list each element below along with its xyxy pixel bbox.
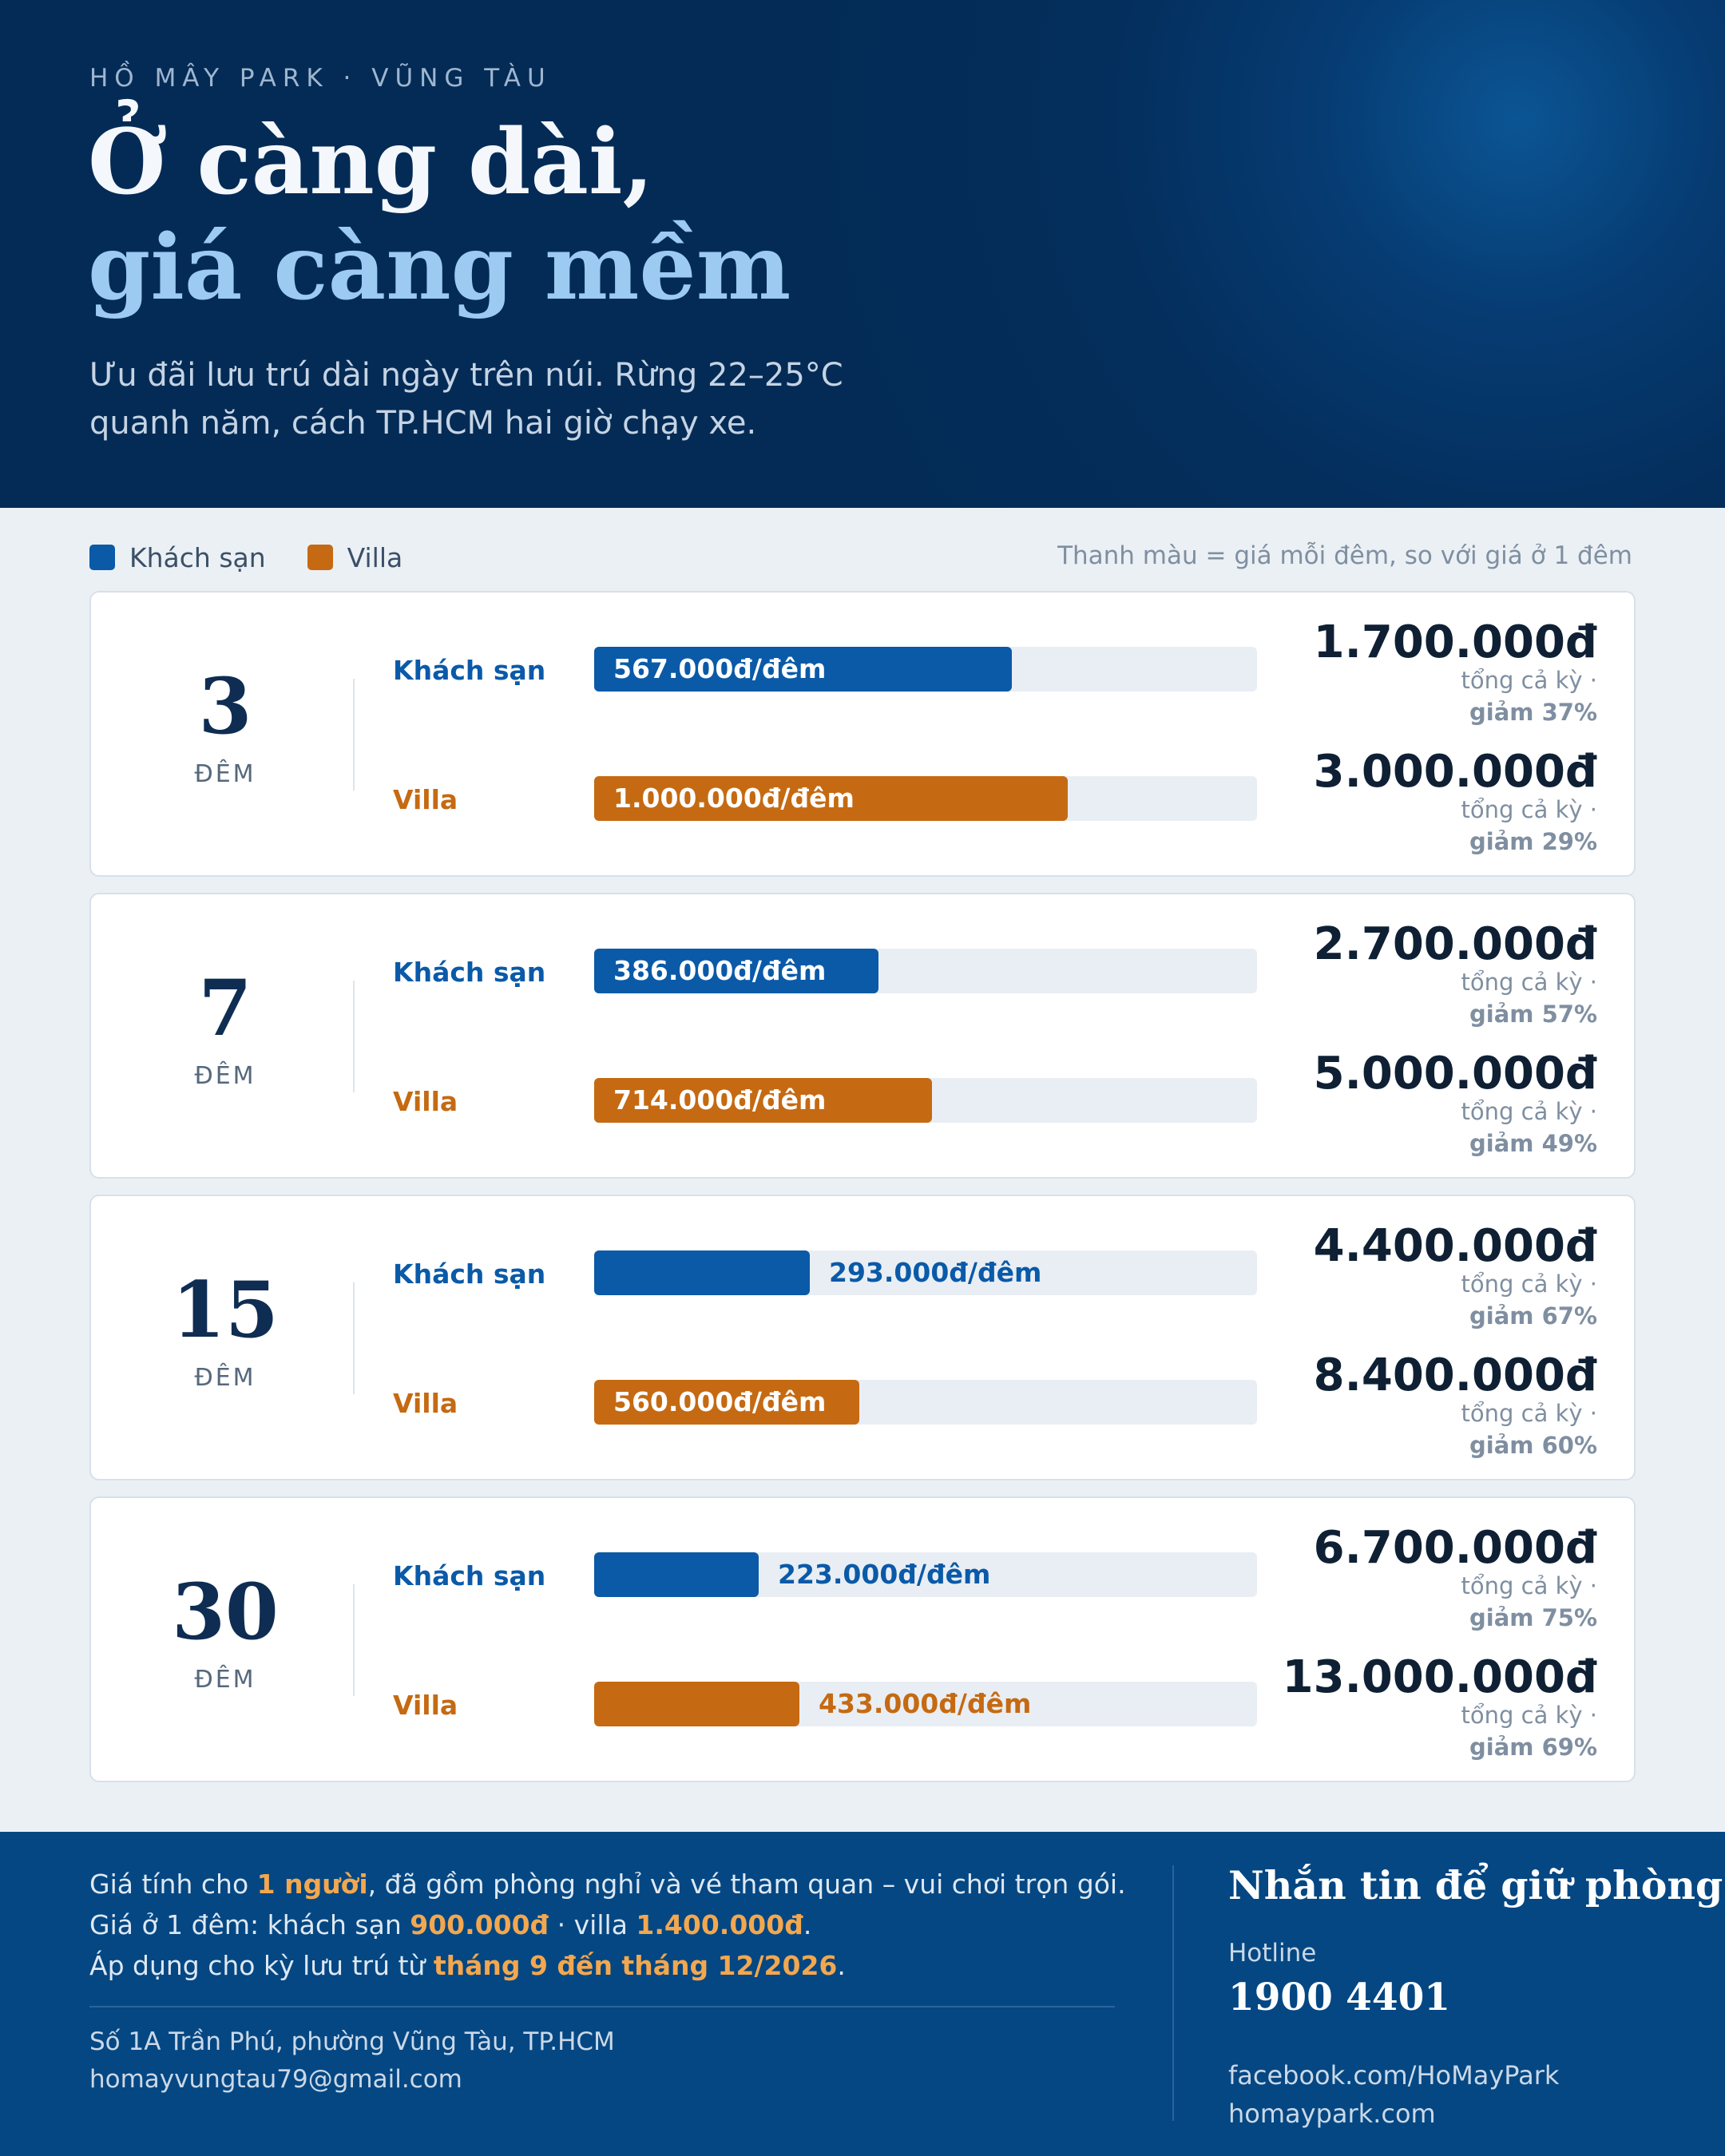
villa-per-night-label: 433.000đ/đêm [819, 1688, 1032, 1719]
villa-total-price: 3.000.000đ [1313, 746, 1597, 798]
villa-bar-track [594, 776, 1257, 821]
hotel-total-note [1461, 664, 1597, 728]
total-note-prefix: tổng cả kỳ · [1461, 796, 1597, 823]
total-note-prefix: tổng cả kỳ · [1461, 1572, 1597, 1599]
website-link[interactable]: homaypark.com [1228, 2099, 1436, 2129]
discount-percent: giảm 75% [1469, 1604, 1597, 1631]
hotel-total-price: 6.700.000đ [1313, 1522, 1597, 1574]
hotel-bar [594, 1250, 810, 1295]
legend-label-villa: Villa [347, 541, 403, 573]
footer [0, 1832, 1725, 2156]
pricing-terms [89, 1864, 1128, 1986]
villa-bar-track [594, 1380, 1257, 1425]
footer-vertical-divider [1172, 1865, 1174, 2121]
nights-block [91, 1498, 359, 1781]
stay-card-30-nights [89, 1496, 1636, 1782]
villa-row-label: Villa [393, 1086, 458, 1117]
hotel-per-night-label: 567.000đ/đêm [613, 653, 827, 684]
villa-per-night-label: 560.000đ/đêm [613, 1386, 827, 1417]
cta-heading: Nhắn tin để giữ phòng [1228, 1862, 1723, 1908]
hotel-bar [594, 1552, 759, 1597]
discount-percent: giảm 29% [1469, 828, 1597, 855]
card-divider [353, 679, 355, 791]
total-note-prefix: tổng cả kỳ · [1461, 1098, 1597, 1125]
nights-unit: ĐÊM [194, 760, 256, 788]
hotline-number[interactable]: 1900 4401 [1228, 1976, 1450, 2019]
villa-total-note [1461, 1096, 1597, 1159]
total-note-prefix: tổng cả kỳ · [1461, 1270, 1597, 1298]
discount-percent: giảm 37% [1469, 699, 1597, 726]
hotel-total-note [1461, 966, 1597, 1030]
terms-line-3 [89, 1945, 1128, 1986]
villa-bar [594, 1682, 799, 1726]
hotel-bar-track [594, 1552, 1257, 1597]
hotline-label: Hotline [1228, 1939, 1317, 1968]
villa-total-note [1461, 794, 1597, 858]
subtitle-line-2: quanh năm, cách TP.HCM hai giờ chạy xe. [89, 405, 757, 442]
villa-per-night-label: 1.000.000đ/đêm [613, 783, 855, 814]
hotel-total-note [1461, 1570, 1597, 1634]
legend-label-hotel: Khách sạn [129, 541, 266, 573]
legend-note: Thanh màu = giá mỗi đêm, so với giá ở 1 đêm [1057, 541, 1632, 570]
nights-unit: ĐÊM [194, 1364, 256, 1392]
stay-card-3-nights [89, 591, 1636, 877]
nights-unit: ĐÊM [194, 1666, 256, 1694]
headline-line-2: giá càng mềm [88, 216, 791, 320]
email-link[interactable]: homayvungtau79@gmail.com [89, 2065, 462, 2094]
hotel-bar-track [594, 647, 1257, 692]
discount-percent: giảm 69% [1469, 1734, 1597, 1761]
hotel-per-night-label: 223.000đ/đêm [778, 1559, 991, 1590]
discount-percent: giảm 67% [1469, 1302, 1597, 1330]
terms-text: , đã gồm phòng nghỉ và vé tham quan – vui chơi trọn gói. [367, 1869, 1126, 1900]
address-text: Số 1A Trần Phú, phường Vũng Tàu, TP.HCM [89, 2027, 615, 2056]
terms-highlight: 1 người [256, 1869, 368, 1900]
eyebrow-text: HỒ MÂY PARK · VŨNG TÀU [89, 64, 552, 93]
terms-highlight: 1.400.000đ [636, 1909, 803, 1940]
nights-block [91, 1196, 359, 1479]
villa-row-label: Villa [393, 784, 458, 815]
hotel-bar-track [594, 949, 1257, 993]
villa-bar-track [594, 1078, 1257, 1123]
terms-text: Áp dụng cho kỳ lưu trú từ [89, 1950, 434, 1981]
card-divider [353, 1584, 355, 1696]
hotel-total-price: 2.700.000đ [1313, 918, 1597, 970]
legend-swatch-villa [307, 545, 333, 570]
terms-text: . [803, 1909, 812, 1940]
hotel-row-label: Khách sạn [393, 655, 546, 686]
total-note-prefix: tổng cả kỳ · [1461, 969, 1597, 996]
discount-percent: giảm 57% [1469, 1001, 1597, 1028]
nights-number: 7 [198, 963, 252, 1053]
villa-total-price: 13.000.000đ [1282, 1651, 1597, 1703]
nights-block [91, 593, 359, 875]
villa-total-price: 5.000.000đ [1313, 1048, 1597, 1100]
headline-line-1: Ở càng dài, [88, 110, 654, 215]
hotel-total-note [1461, 1268, 1597, 1332]
villa-per-night-label: 714.000đ/đêm [613, 1084, 827, 1116]
terms-highlight: tháng 9 đến tháng 12/2026 [433, 1950, 838, 1981]
contact-info [89, 2023, 615, 2099]
hotel-row-label: Khách sạn [393, 1258, 546, 1290]
legend-item-hotel [89, 542, 266, 573]
hotel-bar-track [594, 1250, 1257, 1295]
total-note-prefix: tổng cả kỳ · [1461, 1400, 1597, 1427]
hero-subtitle [89, 351, 968, 447]
stay-card-15-nights [89, 1195, 1636, 1480]
hero-banner [0, 0, 1725, 508]
terms-text: · villa [549, 1909, 636, 1940]
terms-text: . [837, 1950, 846, 1981]
villa-total-note [1461, 1699, 1597, 1763]
terms-text: Giá tính cho [89, 1869, 257, 1900]
facebook-link[interactable]: facebook.com/HoMayPark [1228, 2060, 1560, 2091]
nights-block [91, 894, 359, 1177]
hotel-per-night-label: 386.000đ/đêm [613, 955, 827, 986]
discount-percent: giảm 60% [1469, 1432, 1597, 1459]
villa-total-price: 8.400.000đ [1313, 1349, 1597, 1401]
hotel-total-price: 1.700.000đ [1313, 616, 1597, 668]
terms-text: Giá ở 1 đêm: khách sạn [89, 1909, 410, 1940]
terms-line-1 [89, 1864, 1128, 1904]
nights-unit: ĐÊM [194, 1062, 256, 1090]
total-note-prefix: tổng cả kỳ · [1461, 1702, 1597, 1729]
nights-number: 30 [172, 1567, 279, 1657]
hotel-row-label: Khách sạn [393, 1560, 546, 1591]
hotel-per-night-label: 293.000đ/đêm [829, 1257, 1042, 1288]
nights-number: 3 [198, 661, 252, 751]
legend-swatch-hotel [89, 545, 115, 570]
villa-bar-track [594, 1682, 1257, 1726]
footer-divider [89, 2006, 1115, 2007]
chart-legend [89, 540, 444, 575]
card-divider [353, 1282, 355, 1394]
discount-percent: giảm 49% [1469, 1130, 1597, 1157]
legend-item-villa [307, 542, 403, 573]
villa-row-label: Villa [393, 1388, 458, 1419]
subtitle-line-1: Ưu đãi lưu trú dài ngày trên núi. Rừng 22–25°C [89, 357, 843, 394]
terms-highlight: 900.000đ [410, 1909, 549, 1940]
villa-row-label: Villa [393, 1690, 458, 1721]
hotel-row-label: Khách sạn [393, 957, 546, 988]
villa-total-note [1461, 1397, 1597, 1461]
stay-card-7-nights [89, 893, 1636, 1179]
hotel-total-price: 4.400.000đ [1313, 1220, 1597, 1272]
card-divider [353, 981, 355, 1092]
terms-line-2 [89, 1904, 1128, 1945]
nights-number: 15 [172, 1265, 279, 1355]
total-note-prefix: tổng cả kỳ · [1461, 667, 1597, 694]
